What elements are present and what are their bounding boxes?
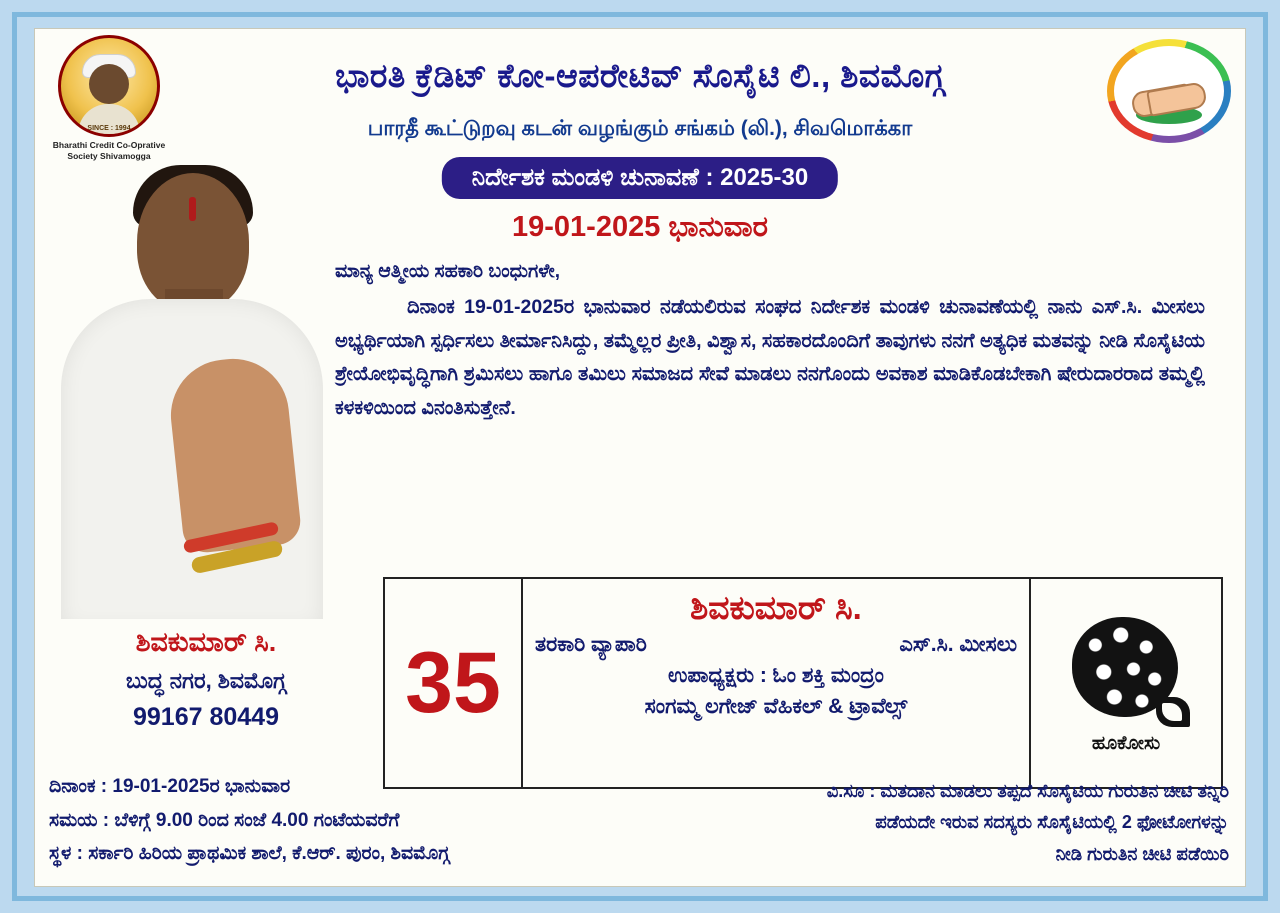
candidate-phone: 99167 80449 [133, 703, 279, 731]
voter-note-line-2: ಪಡೆಯದೇ ಇರುವ ಸದಸ್ಯರು ಸೊಸೈಟಿಯಲ್ಲಿ 2 ಫೋಟೋಗಳನ್ನು [875, 812, 1229, 832]
candidate-symbol-cell [1031, 579, 1221, 787]
tilak-mark [189, 197, 196, 221]
society-title-kannada: ಭಾರತಿ ಕ್ರೆಡಿಟ್ ಕೋ-ಆಪರೇಟಿವ್ ಸೊಸೈಟಿ ಲಿ., ಶಿವಮೊಗ್ಗ [335, 57, 945, 94]
candidate-position: ಉಪಾಧ್ಯಕ್ಷರು : ಓಂ ಶಕ್ತಿ ಮಂದ್ರಂ [668, 663, 884, 687]
candidate-business: ಸಂಗಮ್ಮ ಲಗೇಜ್ ವೆಹಿಕಲ್ & ಟ್ರಾವೆಲ್ಸ್ [644, 694, 908, 718]
bharathi-emblem-icon [58, 35, 160, 137]
candidate-detail-table [383, 577, 1223, 789]
logo-since-text: SINCE : 1994 [87, 125, 131, 132]
candidate-serial-cell [385, 579, 523, 787]
portrait-head-shape [89, 64, 129, 104]
candidate-photo [45, 149, 333, 619]
candidate-info-cell [523, 579, 1031, 787]
salutation-text: ಮಾನ್ಯ ಆತ್ಮೀಯ ಸಹಕಾರಿ ಬಂಧುಗಳೇ, [335, 261, 561, 282]
candidate-serial-number: 35 [405, 635, 501, 731]
candidate-occupation-row [535, 633, 1017, 657]
candidate-name-box: ಶಿವಕುಮಾರ್ ಸಿ. [690, 589, 862, 626]
voting-details [49, 770, 649, 870]
handshake-icon [1107, 39, 1231, 143]
candidate-occupation: ತರಕಾರಿ ವ್ಯಾಪಾರಿ [535, 632, 647, 656]
voter-note-line-3: ನೀಡಿ ಗುರುತಿನ ಚೀಟಿ ಪಡೆಯಿರಿ [1055, 843, 1229, 864]
election-banner: ನಿರ್ದೇಶಕ ಮಂಡಳಿ ಚುನಾವಣೆ : 2025-30 [442, 157, 838, 199]
voting-place: ಸ್ಥಳ : ಸರ್ಕಾರಿ ಹಿರಿಯ ಪ್ರಾಥಮಿಕ ಶಾಲೆ, ಕೆ.ಆರ್. ಪುರಂ, ಶಿವಮೊಗ್ಗ [49, 842, 450, 864]
logo-caption: Bharathi Credit Co-Oprative Society Shivamogga [52, 140, 166, 161]
handshake-inner-circle [1114, 46, 1224, 136]
voter-note [609, 776, 1229, 871]
voting-time: ಸಮಯ : ಬೆಳಿಗ್ಗೆ 9.00 ರಿಂದ ಸಂಜೆ 4.00 ಗಂಟೆಯವರೆಗೆ [49, 809, 400, 831]
candidate-reservation: ಎಸ್.ಸಿ. ಮೀಸಲು [899, 632, 1017, 656]
cauliflower-leaf-shape [1156, 697, 1190, 727]
cauliflower-icon [1066, 613, 1186, 731]
candidate-address: ಬುದ್ಧ ನಗರ, ಶಿವಮೊಗ್ಗ [125, 668, 287, 693]
poster-sheet [34, 28, 1246, 887]
symbol-label: ಹೂಕೋಸು [1091, 733, 1161, 754]
voter-note-line-1: ವಿ.ಸೂ : ಮತದಾನ ಮಾಡಲು ತಪ್ಪದೆ ಸೊಸೈಟಿಯ ಗುರುತಿನ ಚೀಟಿ ತನ್ನಿರಿ [826, 780, 1229, 801]
election-date: 19-01-2025 ಭಾನುವಾರ [512, 211, 768, 243]
society-title-tamil: பாரதீ கூட்டுறவு கடன் வழங்கும் சங்கம் (லி.), சிவமொக்கா [367, 117, 913, 140]
candidate-name-left: ಶಿವಕುಮಾರ್ ಸಿ. [135, 627, 277, 657]
voting-date: ದಿನಾಂಕ : 19-01-2025ರ ಭಾನುವಾರ [49, 776, 291, 798]
appeal-paragraph: ದಿನಾಂಕ 19-01-2025ರ ಭಾನುವಾರ ನಡೆಯಲಿರುವ ಸಂಘದ ನಿರ್ದೇಶಕ ಮಂಡಳಿ ಚುನಾವಣೆಯಲ್ಲಿ ನಾನು ಎಸ್.ಸಿ. ಮೀಸಲು ಅಭ್ಯರ್ಥಿಯಾಗಿ ಸ್ಪರ್ಧಿಸಲು ತೀರ್ಮಾನಿಸಿದ್ದು, ತಮ್ಮೆಲ್ಲರ ಪ್ರೀತಿ, ವಿಶ್ವಾಸ, ಸಹಕಾರದೊಂದಿಗೆ ತಾವುಗಳು ನನಗೆ ಅತ್ಯಧಿಕ ಮತವನ್ನು ನೀಡಿ ಸೊಸೈಟಿಯ ಶ್ರೇಯೋಭಿವೃದ್ಧಿಗಾಗಿ ಶ್ರಮಿಸಲು ಹಾಗೂ ತಮಿಲು ಸಮಾಜದ ಸೇವೆ ಮಾಡಲು ನನಗೊಂದು ಅವಕಾಶ ಮಾಡಿಕೊಡಬೇಕಾಗಿ ಷೇರುದಾರರಾದ ತಮ್ಮಲ್ಲಿ ಕಳಕಳಿಯಿಂದ ವಿನಂತಿಸುತ್ತೇನೆ. [335, 296, 1205, 419]
society-logo-left [43, 35, 175, 161]
candidate-identity-block [51, 627, 361, 732]
